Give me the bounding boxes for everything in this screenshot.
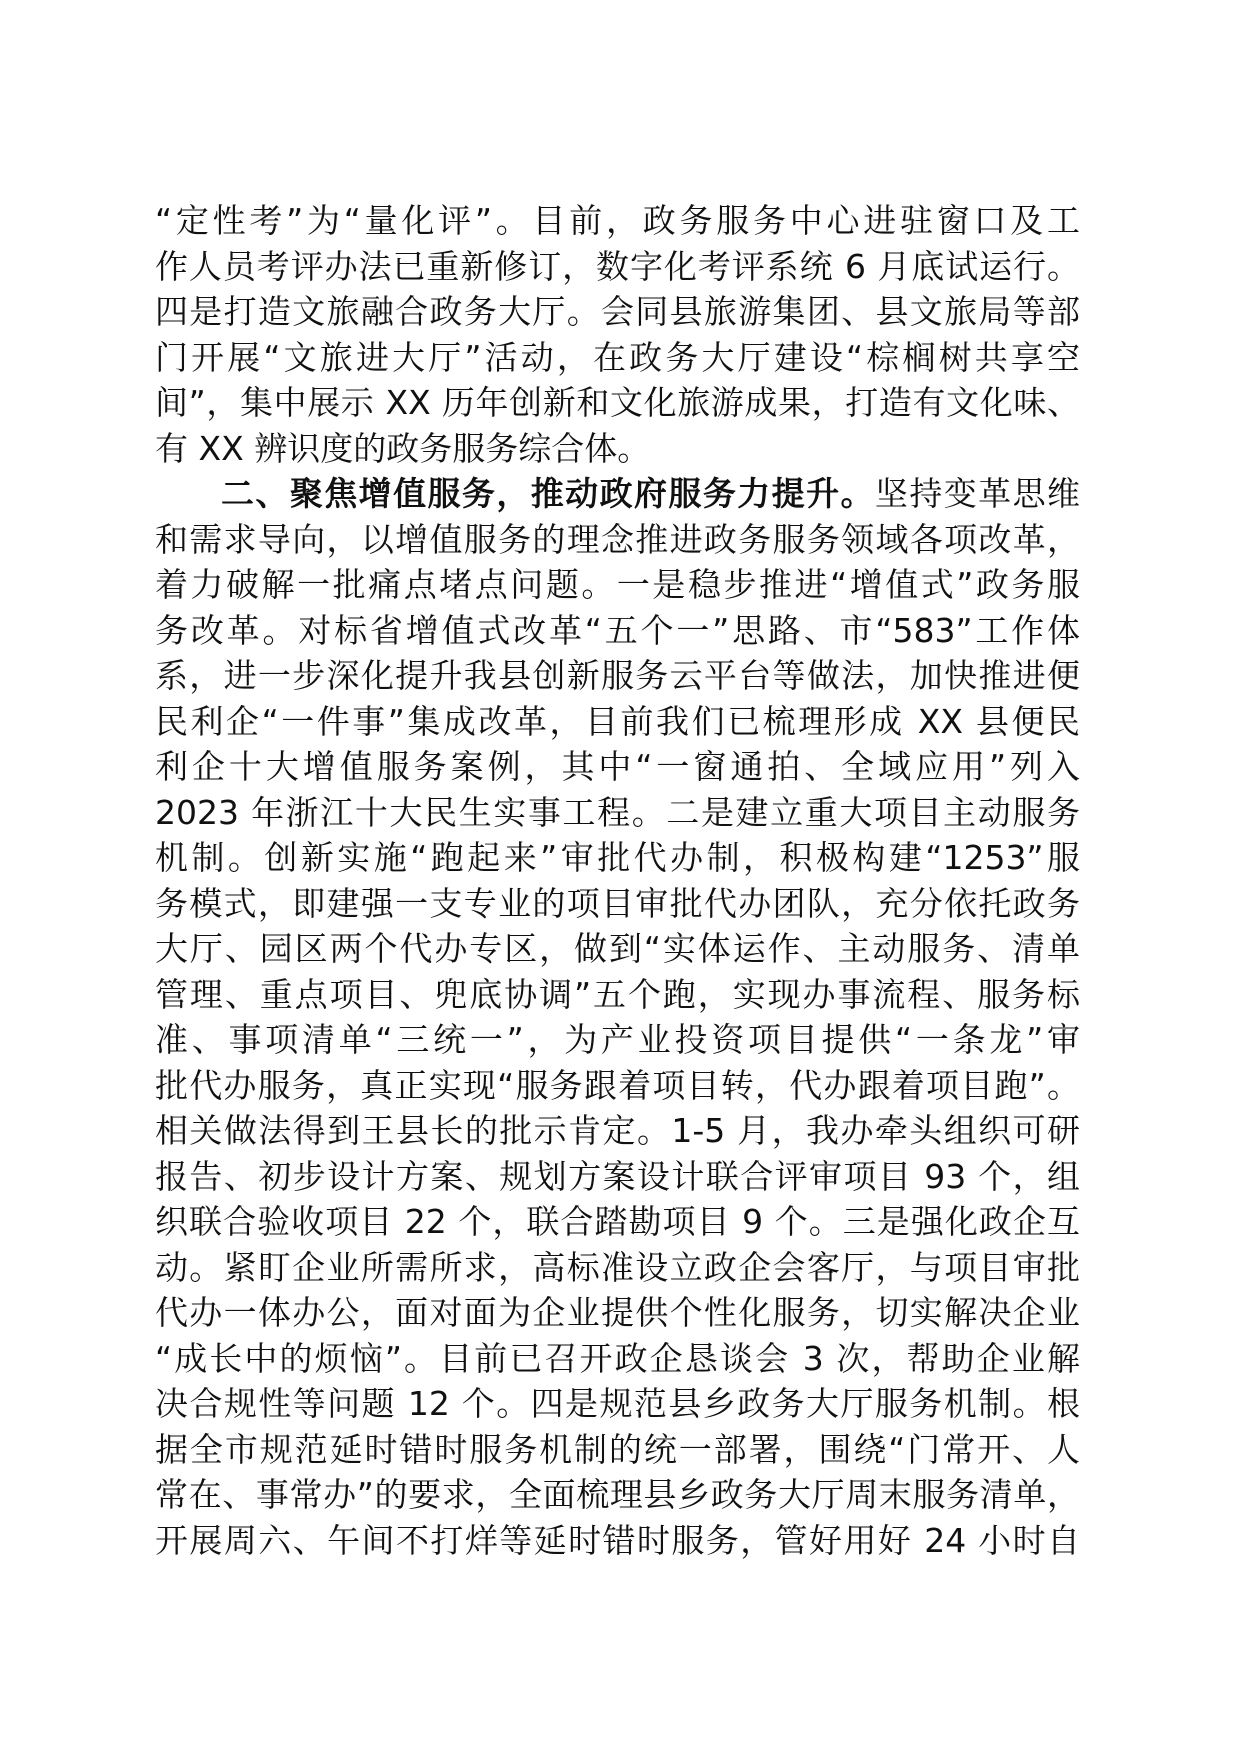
text-line: 门开展“文旅进大厅”活动，在政务大厅建设“棕榈树共享空	[155, 337, 1080, 377]
text-line: 常在、事常办”的要求，全面梳理县乡政务大厅周末服务清单，	[155, 1475, 1080, 1514]
text-line: 务模式，即建强一支专业的项目审批代办团队，充分依托政务	[155, 883, 1080, 923]
text-line: 动。紧盯企业所需所求，高标准设立政企会客厅，与项目审批	[155, 1247, 1080, 1287]
text-line: 准、事项清单“三统一”，为产业投资项目提供“一条龙”审	[155, 1020, 1080, 1059]
text-line: 织联合验收项目 22 个，联合踏勘项目 9 个。三是强化政企互	[155, 1202, 1080, 1241]
text-line: “成长中的烦恼”。目前已召开政企恳谈会 3 次，帮助企业解	[155, 1338, 1080, 1378]
text-line: 开展周六、午间不打烊等延时错时服务，管好用好 24 小时自	[155, 1520, 1080, 1560]
text-line: 据全市规范延时错时服务机制的统一部署，围绕“门常开、人	[155, 1429, 1080, 1469]
text-line: 批代办服务，真正实现“服务跟着项目转，代办跟着项目跑”。	[155, 1065, 1080, 1105]
text-line: 利企十大增值服务案例，其中“一窗通拍、全域应用”列入	[155, 747, 1080, 786]
section-heading-line	[155, 471, 1080, 517]
section-heading: 二、聚焦增值服务，推动政府服务力提升。	[221, 474, 875, 513]
text-line: 管理、重点项目、兜底协调”五个跑，实现办事流程、服务标	[155, 974, 1080, 1014]
text-line: 系，进一步深化提升我县创新服务云平台等做法，加快推进便	[155, 656, 1080, 695]
text-line: 间”，集中展示 XX 历年创新和文化旅游成果，打造有文化味、	[155, 383, 1080, 422]
text-line: 代办一体办公，面对面为企业提供个性化服务，切实解决企业	[155, 1293, 1080, 1332]
text-line: 民利企“一件事”集成改革，目前我们已梳理形成 XX 县便民	[155, 701, 1080, 741]
text-line: 和需求导向，以增值服务的理念推进政务服务领域各项改革，	[155, 519, 1080, 559]
text-line: 决合规性等问题 12 个。四是规范县乡政务大厅服务机制。根	[155, 1384, 1080, 1423]
text-line: 机制。创新实施“跑起来”审批代办制，积极构建“1253”服	[155, 838, 1080, 877]
section-heading-continuation: 坚持变革思维	[874, 474, 1081, 513]
text-line: 作人员考评办法已重新修订，数字化考评系统 6 月底试运行。	[155, 246, 1080, 286]
text-line: 四是打造文旅融合政务大厅。会同县旅游集团、县文旅局等部	[155, 292, 1080, 331]
text-line: 务改革。对标省增值式改革“五个一”思路、市“583”工作体	[155, 610, 1080, 650]
text-line: 2023 年浙江十大民生实事工程。二是建立重大项目主动服务	[155, 792, 1080, 832]
text-line: “定性考”为“量化评”。目前，政务服务中心进驻窗口及工	[155, 201, 1080, 240]
text-line: 有 XX 辨识度的政务服务综合体。	[155, 428, 651, 468]
text-line: 着力破解一批痛点堵点问题。一是稳步推进“增值式”政务服	[155, 565, 1080, 604]
text-line: 大厅、园区两个代办专区，做到“实体运作、主动服务、清单	[155, 929, 1080, 968]
body-text	[155, 198, 1080, 1563]
text-line: 相关做法得到王县长的批示肯定。1-5 月，我办牵头组织可研	[155, 1111, 1080, 1150]
text-line: 报告、初步设计方案、规划方案设计联合评审项目 93 个，组	[155, 1156, 1080, 1196]
